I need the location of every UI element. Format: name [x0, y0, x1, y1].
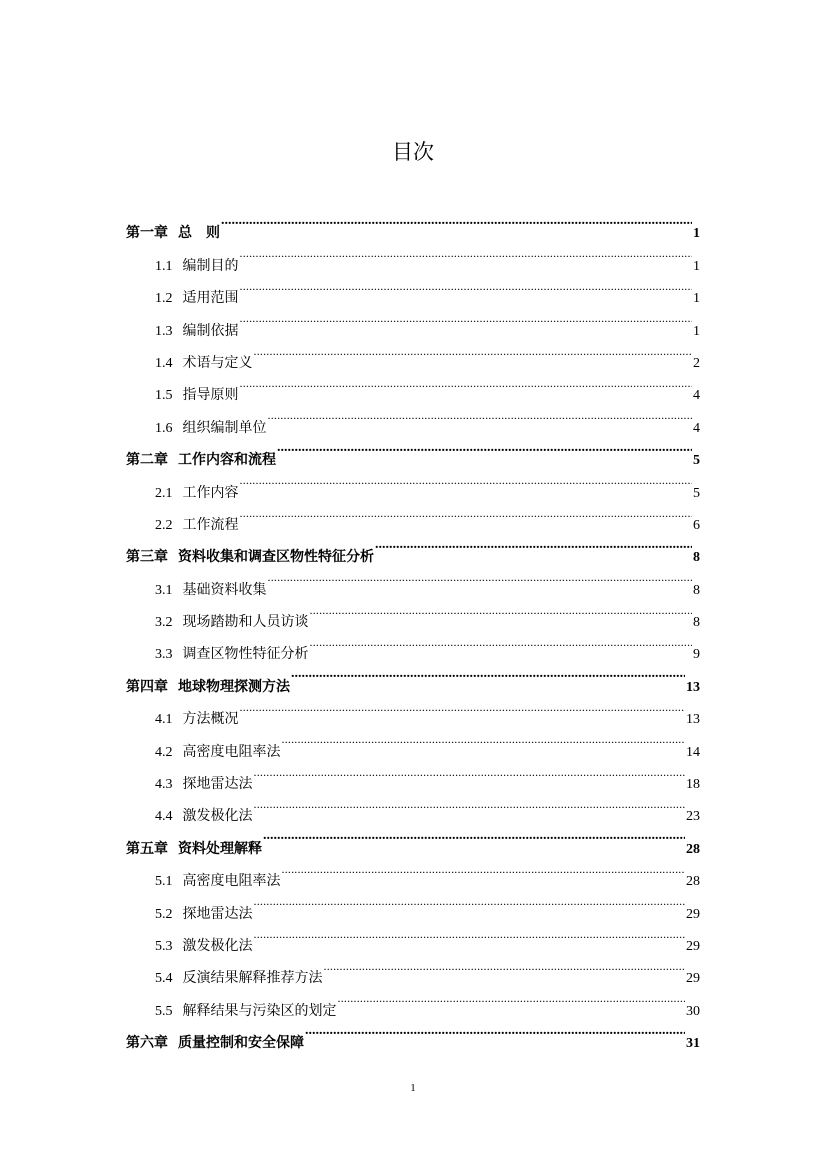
toc-entry-title: 总 则 — [178, 226, 220, 242]
toc-entry-page: 2 — [693, 355, 700, 371]
toc-entry-page: 6 — [693, 517, 700, 533]
toc-entry-number: 1.6 — [155, 420, 173, 436]
toc-entry-number: 3.1 — [155, 582, 173, 598]
toc-dot-leader — [305, 1015, 685, 1047]
toc-entry-page: 29 — [686, 971, 700, 987]
page-number: 1 — [410, 1082, 416, 1094]
toc-entry-title: 质量控制和安全保障 — [178, 1036, 304, 1052]
toc-entry-title: 术语与定义 — [182, 355, 253, 371]
toc-dot-leader — [310, 594, 693, 626]
toc-entry-title: 探地雷达法 — [182, 906, 253, 922]
toc-entry-page: 18 — [686, 777, 700, 793]
page-title: 目次 — [392, 140, 434, 164]
toc-entry-title: 调查区物性特征分析 — [182, 647, 309, 663]
toc-entry-number: 5.1 — [155, 874, 173, 890]
toc-entry-page: 30 — [686, 1003, 700, 1019]
toc-entry-page: 1 — [693, 291, 700, 307]
toc-entry-title: 激发极化法 — [182, 938, 253, 954]
toc-entry-number: 2.1 — [155, 485, 173, 501]
toc-entry-number: 1.2 — [155, 291, 173, 307]
toc-dot-leader — [240, 302, 693, 334]
toc-dot-leader — [324, 950, 686, 982]
toc-entry-page: 5 — [693, 453, 700, 469]
toc-entry-title: 基础资料收集 — [182, 582, 267, 598]
toc-entry-page: 14 — [686, 744, 700, 760]
toc-dot-leader — [277, 432, 692, 464]
toc-entry-page: 31 — [686, 1036, 700, 1052]
toc-entry-title: 激发极化法 — [182, 809, 253, 825]
toc-entry-page: 5 — [693, 485, 700, 501]
toc-entry-number: 第二章 — [126, 453, 168, 469]
toc-entry-title: 地球物理探测方法 — [178, 679, 290, 695]
toc-dot-leader — [240, 691, 686, 723]
toc-dot-leader — [291, 658, 685, 690]
toc-entry-number: 1.3 — [155, 323, 173, 339]
toc-chapter-entry — [126, 205, 700, 242]
toc-entry-page: 29 — [686, 938, 700, 954]
toc-entry-title: 资料收集和调查区物性特征分析 — [178, 550, 374, 566]
toc-entry-page: 1 — [693, 258, 700, 274]
toc-entry-number: 第一章 — [126, 226, 168, 242]
toc-dot-leader — [240, 270, 693, 302]
toc-dot-leader — [375, 529, 692, 561]
toc-entry-page: 4 — [693, 388, 700, 404]
toc-entry-number: 1.4 — [155, 355, 173, 371]
toc-entry-title: 组织编制单位 — [182, 420, 267, 436]
toc-dot-leader — [310, 626, 693, 658]
toc-entry-page: 8 — [693, 550, 700, 566]
toc-entry-title: 方法概况 — [182, 712, 239, 728]
toc-dot-leader — [240, 367, 693, 399]
table-of-contents — [126, 205, 700, 1052]
toc-entry-number: 5.5 — [155, 1003, 173, 1019]
toc-entry-number: 4.2 — [155, 744, 173, 760]
toc-entry-page: 1 — [693, 323, 700, 339]
toc-entry-number: 4.3 — [155, 777, 173, 793]
toc-dot-leader — [240, 464, 693, 496]
toc-entry-number: 5.2 — [155, 906, 173, 922]
toc-dot-leader — [254, 918, 686, 950]
toc-dot-leader — [268, 399, 693, 431]
toc-entry-title: 工作内容和流程 — [178, 453, 276, 469]
toc-entry-number: 4.1 — [155, 712, 173, 728]
toc-dot-leader — [240, 497, 693, 529]
toc-dot-leader — [254, 335, 693, 367]
toc-entry-title: 编制目的 — [182, 258, 239, 274]
toc-entry-page: 13 — [686, 679, 700, 695]
toc-entry-title: 适用范围 — [182, 291, 239, 307]
toc-entry-number: 第四章 — [126, 679, 168, 695]
toc-entry-page: 4 — [693, 420, 700, 436]
toc-entry-number: 4.4 — [155, 809, 173, 825]
toc-entry-title: 工作内容 — [182, 485, 239, 501]
toc-entry-number: 3.2 — [155, 615, 173, 631]
toc-entry-title: 指导原则 — [182, 388, 239, 404]
toc-entry-title: 工作流程 — [182, 517, 239, 533]
toc-entry-title: 现场踏勘和人员访谈 — [182, 615, 309, 631]
toc-entry-page: 8 — [693, 615, 700, 631]
toc-entry-page: 28 — [686, 874, 700, 890]
toc-dot-leader — [282, 853, 686, 885]
toc-entry-title: 资料处理解释 — [178, 841, 262, 857]
toc-entry-title: 反演结果解释推荐方法 — [182, 971, 323, 987]
toc-dot-leader — [254, 885, 686, 917]
toc-entry-page: 1 — [693, 226, 700, 242]
toc-entry-title: 解释结果与污染区的划定 — [182, 1003, 337, 1019]
toc-entry-number: 5.4 — [155, 971, 173, 987]
toc-dot-leader — [254, 788, 686, 820]
toc-dot-leader — [282, 723, 686, 755]
toc-dot-leader — [221, 205, 692, 237]
toc-entry-title: 编制依据 — [182, 323, 239, 339]
toc-entry-page: 28 — [686, 841, 700, 857]
toc-entry-number: 3.3 — [155, 647, 173, 663]
toc-dot-leader — [268, 561, 693, 593]
toc-entry-page: 23 — [686, 809, 700, 825]
toc-entry-title: 探地雷达法 — [182, 777, 253, 793]
toc-dot-leader — [254, 756, 686, 788]
toc-entry-title: 高密度电阻率法 — [182, 874, 281, 890]
toc-entry-page: 13 — [686, 712, 700, 728]
toc-entry-number: 2.2 — [155, 517, 173, 533]
toc-dot-leader — [338, 982, 686, 1014]
toc-entry-number: 第六章 — [126, 1036, 168, 1052]
toc-entry-page: 9 — [693, 647, 700, 663]
toc-entry-number: 5.3 — [155, 938, 173, 954]
toc-dot-leader — [240, 237, 693, 269]
toc-entry-page: 29 — [686, 906, 700, 922]
toc-entry-number: 第五章 — [126, 841, 168, 857]
toc-dot-leader — [263, 820, 685, 852]
toc-entry-number: 1.1 — [155, 258, 173, 274]
toc-entry-number: 第三章 — [126, 550, 168, 566]
toc-entry-page: 8 — [693, 582, 700, 598]
toc-entry-number: 1.5 — [155, 388, 173, 404]
toc-entry-title: 高密度电阻率法 — [182, 744, 281, 760]
